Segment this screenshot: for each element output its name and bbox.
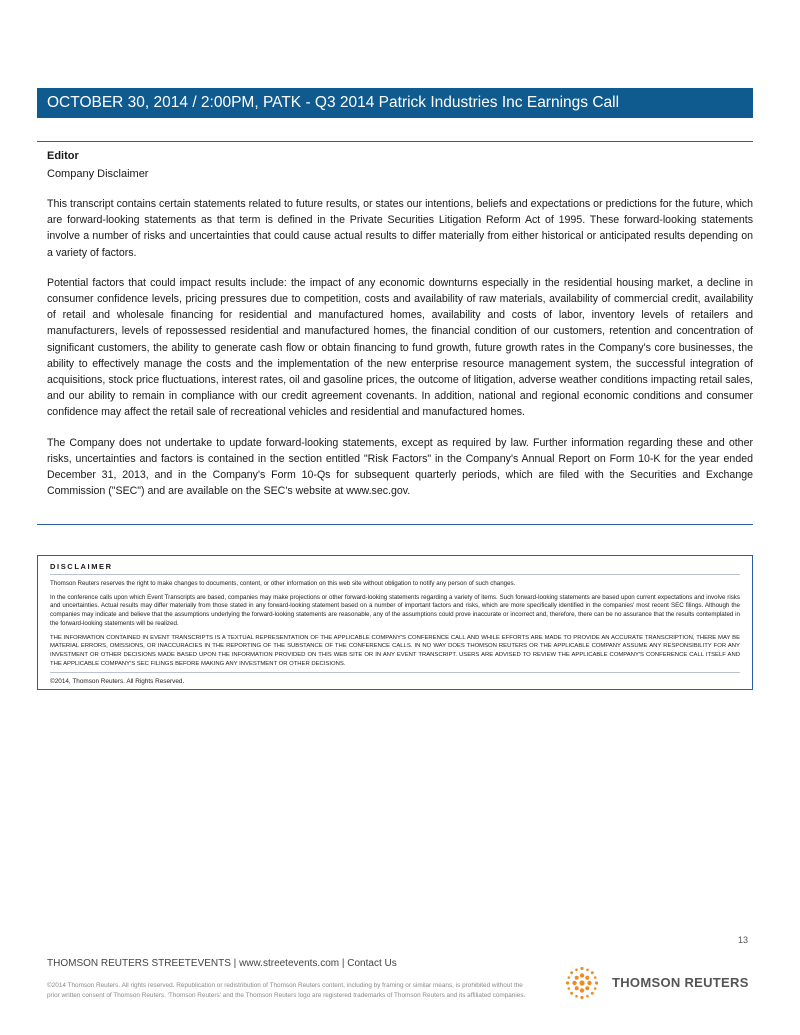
page-number: 13: [738, 935, 749, 945]
footer-website-link[interactable]: www.streetevents.com: [239, 958, 340, 969]
transcript-paragraph: Potential factors that could impact results include: the impact of any economic downturns especially in the residential housing market, a decline in consumer confidence levels, pricing pressures due to competition, costs and availability of raw materials, availability of commercial credit, availability of retail and wholesale financing for residential and manufactured homes, availability and costs of labor, inventory levels of retailers and manufacturers, levels of repossessed residential and manufactured homes, the financial condition of our customers, retention and concentration of significant customers, the ability to generate cash flow or obtain financing to fund growth, future growth rates in the Company's core businesses, the ability to effectively manage the costs and the implementation of the new enterprise resource management system, the successful integration of acquisitions, stock price fluctuations, interest rates, oil and gasoline prices, the outcome of litigation, adverse weather conditions impacting retail sales, and our ability to remain in compliance with our credit agreement covenants. In addition, national and regional economic conditions and consumer confidence may affect the retail sale of recreational vehicles and residential and manufactured homes.: [47, 276, 753, 419]
transcript-paragraph: This transcript contains certain statements related to future results, or states our intentions, beliefs and expectations or predictions for the future, which are forward-looking statements as that term is defined in the Private Securities Litigation Reform Act of 1995. These forward-looking statements involve a number of risks and uncertainties that could cause actual results to differ materially from either historical or anticipated results depending on a variety of factors.: [47, 198, 753, 259]
disclaimer-divider: [50, 574, 740, 575]
footer-legal: ©2014 Thomson Reuters. All rights reserved. Republication or redistribution of Thomson Reuters content, including by framing or similar means, is prohibited without the prior written consent of Thomson Reuters. 'Thomson Reuters' and the Thomson Reuters logo are registered trademarks of Thomson Reuters and its affiliated companies.: [47, 982, 526, 999]
body-divider: [37, 524, 753, 525]
speaker-name: Editor: [47, 150, 79, 162]
disclaimer-paragraph: THE INFORMATION CONTAINED IN EVENT TRANSCRIPTS IS A TEXTUAL REPRESENTATION OF THE APPLICABLE COMPANY'S CONFERENCE CALL AND WHILE EFFORTS ARE MADE TO PROVIDE AN ACCURATE TRANSCRIPTION, THERE MAY BE MATERIAL ERRORS, OMISSIONS, OR INACCURACIES IN THE REPORTING OF THE SUBSTANCE OF THE CONFERENCE CALLS. IN NO WAY DOES THOMSON REUTERS OR THE APPLICABLE COMPANY ASSUME ANY RESPONSIBILITY FOR ANY INVESTMENT OR OTHER DECISIONS MADE BASED UPON THE INFORMATION PROVIDED ON THIS WEB SITE OR IN ANY EVENT TRANSCRIPT. USERS ARE ADVISED TO REVIEW THE APPLICABLE COMPANY'S CONFERENCE CALL ITSELF AND THE APPLICABLE COMPANY'S SEC FILINGS BEFORE MAKING ANY INVESTMENT OR OTHER DECISIONS.: [50, 634, 740, 667]
footer-links: [47, 958, 397, 969]
transcript-paragraph: The Company does not undertake to update forward-looking statements, except as required by law. Further information regarding these and other risks, uncertainties and factors is contained in the section entitled "Risk Factors" in the Company's Annual Report on Form 10-K for the year ended December 31, 2013, and in the Company's Form 10-Qs for subsequent quarterly periods, which are filed with the Securities and Exchange Commission ("SEC") and are available on the SEC's website at www.sec.gov.: [47, 436, 753, 498]
disclaimer-box: [37, 555, 753, 690]
transcript-body: [47, 150, 753, 513]
footer-separator: |: [230, 958, 240, 969]
transcript-title-bar: [37, 88, 753, 118]
disclaimer-paragraph: In the conference calls upon which Event Transcripts are based, companies may make projections or other forward-looking statements regarding a variety of items. Such forward-looking statements are based upon current expectations and involve risks and uncertainties. Actual results may differ materially from those stated in any forward-looking statement based on a number of important factors and risks, which are more specifically identified in the companies' most recent SEC filings. Although the companies may indicate and believe that the assumptions underlying the forward-looking statements are reasonable, any of the assumptions could prove inaccurate or incorrect and, therefore, there can be no assurance that the results contemplated in the forward-looking statements will be realized.: [50, 593, 740, 627]
speaker-role: Company Disclaimer: [47, 168, 149, 180]
thomson-reuters-logo-icon: [560, 963, 604, 1003]
disclaimer-copyright: ©2014, Thomson Reuters. All Rights Reserved.: [50, 678, 185, 686]
disclaimer-heading: DISCLAIMER: [50, 562, 113, 571]
header-divider: [37, 141, 753, 142]
transcript-title: OCTOBER 30, 2014 / 2:00PM, PATK - Q3 2014 Patrick Industries Inc Earnings Call: [47, 94, 620, 111]
disclaimer-divider: [50, 672, 740, 673]
footer-brand: THOMSON REUTERS STREETEVENTS: [47, 958, 231, 969]
logo-wordmark: THOMSON REUTERS: [612, 975, 749, 990]
disclaimer-paragraph: Thomson Reuters reserves the right to make changes to documents, content, or other information on this web site without obligation to notify any person of such changes.: [50, 580, 516, 587]
footer-separator: |: [339, 958, 348, 969]
footer-contact-link[interactable]: Contact Us: [347, 958, 397, 969]
thomson-reuters-logo: [560, 963, 760, 1003]
